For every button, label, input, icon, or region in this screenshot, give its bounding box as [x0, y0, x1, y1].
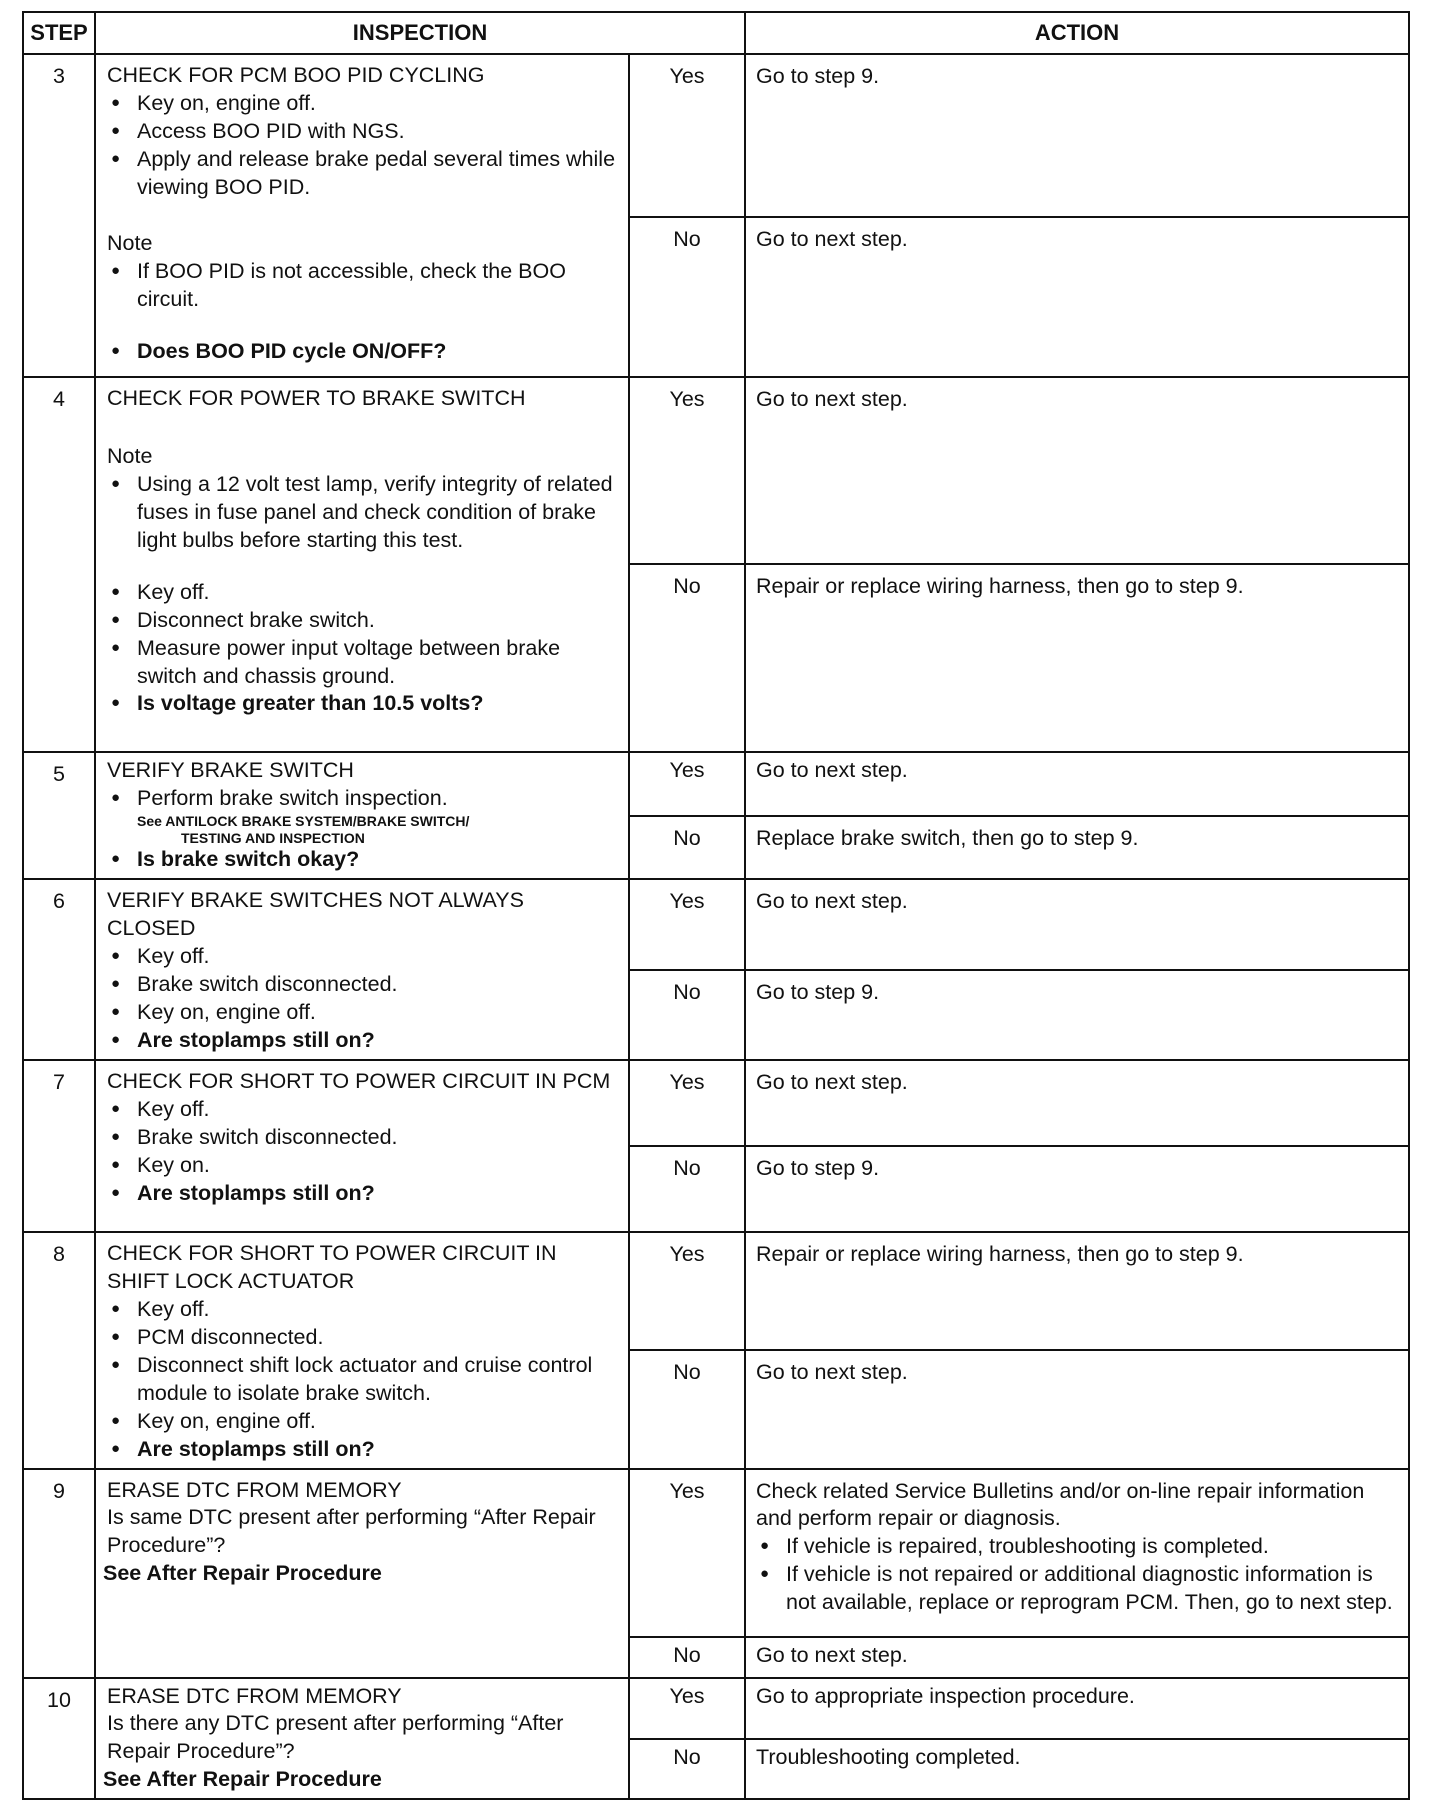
list-item: ● Access BOO PID with NGS. — [107, 118, 618, 146]
diagnostic-table — [22, 11, 1410, 1800]
table-row — [23, 1232, 1409, 1350]
inspection-list — [107, 579, 618, 719]
yes-label: Yes — [629, 377, 745, 564]
inspection-list — [107, 785, 618, 813]
list-item: ● Key off. — [107, 579, 618, 607]
note-label: Note — [107, 230, 153, 255]
inspection-list — [107, 1096, 618, 1208]
table-row — [23, 1469, 1409, 1637]
inspection-list — [107, 943, 618, 1055]
list-item: ● Brake switch disconnected. — [107, 1124, 618, 1152]
table-row — [23, 1060, 1409, 1146]
inspection-cell — [95, 1060, 629, 1232]
question-list — [107, 846, 618, 874]
see-after-repair-link[interactable]: See After Repair Procedure — [103, 1561, 382, 1586]
table-row — [23, 54, 1409, 217]
inspection-cell — [95, 1469, 629, 1678]
inspection-question: ● Are stoplamps still on? — [107, 1180, 618, 1208]
see-link-line1[interactable]: ANTILOCK BRAKE SYSTEM/BRAKE SWITCH/ — [165, 812, 470, 829]
list-item: ● Key on, engine off. — [107, 999, 618, 1027]
list-item: ● If vehicle is repaired, troubleshooting is completed. — [756, 1533, 1398, 1561]
header-action: ACTION — [745, 12, 1409, 54]
no-label: No — [629, 1637, 745, 1678]
no-label: No — [629, 816, 745, 880]
step-number: 8 — [23, 1232, 95, 1469]
action-list — [756, 1533, 1398, 1617]
no-label: No — [629, 1739, 745, 1799]
list-item: ● Measure power input voltage between brake switch and chassis ground. — [107, 635, 618, 691]
step-number: 6 — [23, 879, 95, 1060]
inspection-cell — [95, 377, 629, 752]
inspection-title: ERASE DTC FROM MEMORY — [107, 1477, 402, 1502]
list-item: ● Disconnect shift lock actuator and cruise control module to isolate brake switch. — [107, 1352, 618, 1408]
inspection-title: CHECK FOR SHORT TO POWER CIRCUIT IN SHIFT LOCK ACTUATOR — [107, 1241, 557, 1293]
yes-label: Yes — [629, 1678, 745, 1739]
inspection-cell — [95, 752, 629, 879]
yes-label: Yes — [629, 1469, 745, 1637]
see-prefix: See — [137, 812, 162, 829]
step-number: 7 — [23, 1060, 95, 1232]
list-item: ● Key off. — [107, 943, 618, 971]
no-action: Replace brake switch, then go to step 9. — [745, 816, 1409, 880]
yes-action-cell — [745, 1469, 1409, 1637]
list-item: ● If vehicle is not repaired or additional diagnostic information is not available, replace or reprogram PCM. Then, go to next step. — [756, 1561, 1398, 1617]
step-number: 4 — [23, 377, 95, 752]
inspection-title: ERASE DTC FROM MEMORY — [107, 1683, 402, 1708]
yes-action: Go to next step. — [745, 1060, 1409, 1146]
yes-label: Yes — [629, 752, 745, 816]
list-item: ● Perform brake switch inspection. — [107, 785, 618, 813]
list-item: ● Key off. — [107, 1096, 618, 1124]
header-inspection: INSPECTION — [95, 12, 745, 54]
step-number: 3 — [23, 54, 95, 377]
yes-action: Go to step 9. — [745, 54, 1409, 217]
see-after-repair-link[interactable]: See After Repair Procedure — [103, 1767, 382, 1792]
inspection-title: CHECK FOR PCM BOO PID CYCLING — [107, 63, 485, 87]
yes-label: Yes — [629, 1060, 745, 1146]
diagnostic-table-page — [22, 11, 1408, 1800]
no-label: No — [629, 564, 745, 752]
see-reference — [107, 813, 618, 847]
question-list — [107, 338, 618, 366]
list-item: ● PCM disconnected. — [107, 1324, 618, 1352]
list-item: ● Using a 12 volt test lamp, verify integrity of related fuses in fuse panel and check condition of brake light bulbs before starting this test. — [107, 471, 618, 555]
list-item: ● Disconnect brake switch. — [107, 607, 618, 635]
inspection-question: ● Are stoplamps still on? — [107, 1436, 618, 1464]
step-number: 5 — [23, 752, 95, 879]
inspection-title: VERIFY BRAKE SWITCHES NOT ALWAYS CLOSED — [107, 888, 524, 941]
list-item: ● If BOO PID is not accessible, check the BOO circuit. — [107, 258, 618, 314]
inspection-list — [107, 1296, 618, 1464]
no-label: No — [629, 970, 745, 1060]
yes-label: Yes — [629, 879, 745, 969]
list-item: ● Apply and release brake pedal several times while viewing BOO PID. — [107, 146, 618, 202]
yes-action: Go to next step. — [745, 752, 1409, 816]
table-row — [23, 377, 1409, 564]
inspection-body: Is there any DTC present after performing “After Repair Procedure”? — [107, 1711, 564, 1764]
note-label: Note — [107, 443, 153, 468]
inspection-cell — [95, 1232, 629, 1469]
inspection-title: CHECK FOR POWER TO BRAKE SWITCH — [107, 386, 526, 410]
no-action: Go to next step. — [745, 1637, 1409, 1678]
table-row — [23, 1678, 1409, 1739]
inspection-title: VERIFY BRAKE SWITCH — [107, 758, 354, 782]
no-action: Go to next step. — [745, 217, 1409, 377]
yes-label: Yes — [629, 54, 745, 217]
yes-action: Repair or replace wiring harness, then go to step 9. — [745, 1232, 1409, 1350]
step-number: 9 — [23, 1469, 95, 1678]
inspection-cell — [95, 879, 629, 1060]
step-number: 10 — [23, 1678, 95, 1800]
list-item: ● Brake switch disconnected. — [107, 971, 618, 999]
table-header-row — [23, 12, 1409, 54]
note-list — [107, 471, 618, 555]
yes-label: Yes — [629, 1232, 745, 1350]
inspection-question: ● Are stoplamps still on? — [107, 1027, 618, 1055]
table-row — [23, 879, 1409, 969]
no-label: No — [629, 217, 745, 377]
no-action: Go to step 9. — [745, 1146, 1409, 1232]
inspection-body: Is same DTC present after performing “After Repair Procedure”? — [107, 1505, 596, 1558]
no-action: Go to next step. — [745, 1350, 1409, 1468]
inspection-question: ● Does BOO PID cycle ON/OFF? — [107, 338, 618, 366]
list-item: ● Key on. — [107, 1152, 618, 1180]
yes-action: Go to next step. — [745, 879, 1409, 969]
no-action: Troubleshooting completed. — [745, 1739, 1409, 1799]
list-item: ● Key on, engine off. — [107, 90, 618, 118]
no-action: Repair or replace wiring harness, then go to step 9. — [745, 564, 1409, 752]
inspection-question: ● Is brake switch okay? — [107, 846, 618, 874]
header-step: STEP — [23, 12, 95, 54]
no-action: Go to step 9. — [745, 970, 1409, 1060]
yes-action: Go to next step. — [745, 377, 1409, 564]
yes-action: Check related Service Bulletins and/or on-line repair information and perform repair or diagnosis. — [756, 1478, 1365, 1531]
no-label: No — [629, 1350, 745, 1468]
inspection-question: ● Is voltage greater than 10.5 volts? — [107, 690, 618, 718]
list-item: ● Key on, engine off. — [107, 1408, 618, 1436]
inspection-cell — [95, 1678, 629, 1800]
list-item: ● Key off. — [107, 1296, 618, 1324]
inspection-cell — [95, 54, 629, 377]
inspection-title: CHECK FOR SHORT TO POWER CIRCUIT IN PCM — [107, 1069, 611, 1094]
table-row — [23, 752, 1409, 816]
yes-action: Go to appropriate inspection procedure. — [745, 1678, 1409, 1739]
note-list — [107, 258, 618, 314]
see-link-line2[interactable]: TESTING AND INSPECTION — [181, 829, 365, 846]
no-label: No — [629, 1146, 745, 1232]
inspection-list — [107, 90, 618, 202]
